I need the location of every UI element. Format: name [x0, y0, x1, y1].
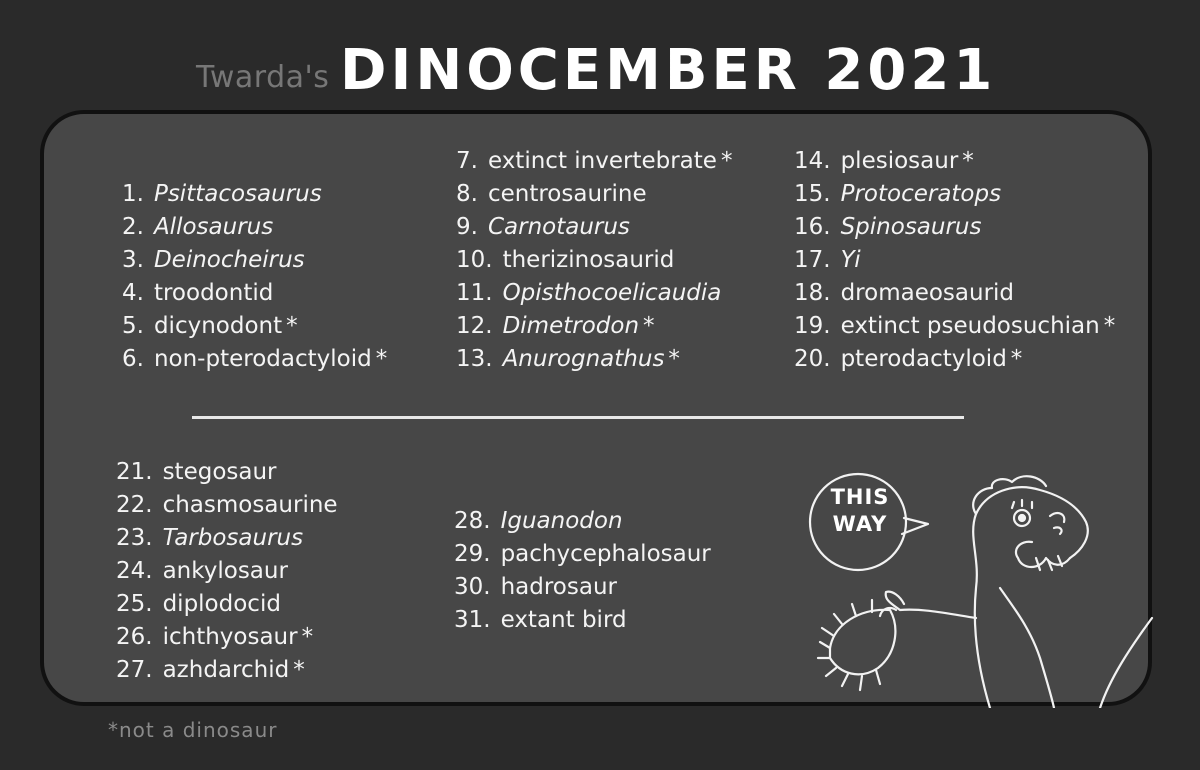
prompt-text: non-pterodactyloid: [153, 346, 372, 372]
prompt-item: [456, 310, 732, 343]
section-divider: [192, 416, 964, 419]
not-dinosaur-marker: *: [301, 624, 314, 650]
prompt-number: 22.: [116, 492, 153, 518]
prompt-number: 26.: [116, 624, 153, 650]
prompt-item: [456, 343, 732, 376]
not-dinosaur-marker: *: [668, 346, 680, 372]
prompt-text: pachycephalosaur: [500, 541, 711, 567]
prompt-text: Allosaurus: [153, 214, 274, 240]
prompt-item: [122, 244, 387, 277]
prompt-number: 12.: [456, 313, 493, 339]
prompt-item: [122, 178, 387, 211]
prompt-text: chasmosaurine: [162, 492, 338, 518]
prompt-number: 16.: [794, 214, 831, 240]
prompt-column-2: [456, 145, 732, 376]
prompt-number: 4.: [122, 280, 144, 306]
prompt-item: [456, 178, 732, 211]
prompt-item: [116, 456, 338, 489]
prompt-text: Yi: [840, 247, 861, 273]
prompt-number: 20.: [794, 346, 831, 372]
prompt-item: [454, 505, 711, 538]
prompt-text: plesiosaur: [840, 148, 959, 174]
prompt-text: Opisthocoelicaudia: [502, 280, 722, 306]
prompt-item: [454, 604, 711, 637]
prompt-number: 27.: [116, 657, 153, 683]
prompt-text: pterodactyloid: [840, 346, 1007, 372]
prompt-number: 5.: [122, 313, 144, 339]
prompt-number: 1.: [122, 181, 144, 207]
prompt-item: [454, 571, 711, 604]
prompt-text: hadrosaur: [500, 574, 617, 600]
speech-line: THIS: [830, 485, 890, 509]
prompt-column-3: [794, 145, 1115, 376]
prompt-item: [116, 522, 338, 555]
prompt-item: [794, 310, 1115, 343]
not-dinosaur-marker: *: [293, 657, 305, 683]
prompt-number: 28.: [454, 508, 491, 534]
prompt-item: [116, 555, 338, 588]
prompt-text: dromaeosaurid: [840, 280, 1015, 306]
prompt-text: Protoceratops: [840, 181, 1002, 207]
prompt-text: Tarbosaurus: [162, 525, 304, 551]
not-dinosaur-marker: *: [1103, 313, 1116, 339]
header: [0, 38, 1200, 108]
prompt-column-5: [454, 505, 711, 637]
prompt-column-4: [116, 456, 338, 687]
prompt-text: diplodocid: [162, 591, 281, 617]
prompt-text: ankylosaur: [162, 558, 288, 584]
prompt-number: 31.: [454, 607, 491, 633]
prompt-column-1: [122, 178, 387, 376]
prompt-item: [456, 145, 732, 178]
prompt-text: azhdarchid: [162, 657, 290, 683]
speech-bubble-text: [820, 484, 900, 538]
prompt-item: [116, 489, 338, 522]
prompt-item: [794, 277, 1115, 310]
prompt-item: [794, 343, 1115, 376]
not-dinosaur-marker: *: [286, 313, 298, 339]
author-name: Twarda's: [196, 60, 330, 95]
prompt-number: 8.: [456, 181, 478, 207]
footnote: *not a dinosaur: [108, 718, 278, 742]
prompt-number: 17.: [794, 247, 831, 273]
prompt-number: 11.: [456, 280, 493, 306]
not-dinosaur-marker: *: [375, 346, 388, 372]
prompt-text: Spinosaurus: [840, 214, 982, 240]
prompt-number: 18.: [794, 280, 831, 306]
prompt-number: 23.: [116, 525, 153, 551]
prompt-number: 30.: [454, 574, 491, 600]
dinosaur-body: [1000, 588, 1054, 708]
prompt-item: [116, 588, 338, 621]
prompt-item: [454, 538, 711, 571]
prompt-item: [122, 211, 387, 244]
not-dinosaur-marker: *: [643, 313, 655, 339]
prompt-text: extinct invertebrate: [487, 148, 717, 174]
speech-line: WAY: [832, 512, 888, 536]
prompt-text: Psittacosaurus: [153, 181, 322, 207]
prompt-number: 9.: [456, 214, 478, 240]
prompt-number: 3.: [122, 247, 144, 273]
prompt-item: [122, 277, 387, 310]
prompt-item: [794, 178, 1115, 211]
prompt-number: 7.: [456, 148, 478, 174]
prompt-item: [456, 211, 732, 244]
prompt-text: Anurognathus: [502, 346, 665, 372]
prompt-item: [122, 343, 387, 376]
prompt-number: 21.: [116, 459, 153, 485]
dinosaur-arm: [886, 592, 976, 618]
prompt-number: 24.: [116, 558, 153, 584]
not-dinosaur-marker: *: [720, 148, 733, 174]
not-dinosaur-marker: *: [1010, 346, 1023, 372]
prompt-item: [794, 244, 1115, 277]
prompt-item: [122, 310, 387, 343]
prompt-number: 6.: [122, 346, 144, 372]
prompt-number: 2.: [122, 214, 144, 240]
prompt-text: stegosaur: [162, 459, 277, 485]
prompt-text: troodontid: [153, 280, 274, 306]
prompt-item: [794, 211, 1115, 244]
prompt-item: [794, 145, 1115, 178]
prompt-number: 19.: [794, 313, 831, 339]
prompt-text: dicynodont: [153, 313, 283, 339]
prompt-text: Deinocheirus: [153, 247, 305, 273]
not-dinosaur-marker: *: [962, 148, 974, 174]
prompt-number: 15.: [794, 181, 831, 207]
prompt-number: 29.: [454, 541, 491, 567]
prompt-text: Dimetrodon: [502, 313, 640, 339]
prompt-item: [116, 654, 338, 687]
prompt-item: [116, 621, 338, 654]
prompt-text: extant bird: [500, 607, 627, 633]
prompt-text: extinct pseudosuchian: [840, 313, 1100, 339]
prompt-number: 25.: [116, 591, 153, 617]
prompt-text: therizinosaurid: [502, 247, 675, 273]
prompt-item: [456, 277, 732, 310]
prompt-text: ichthyosaur: [162, 624, 298, 650]
prompt-item: [456, 244, 732, 277]
prompt-text: centrosaurine: [487, 181, 647, 207]
prompt-number: 13.: [456, 346, 493, 372]
prompt-text: Iguanodon: [500, 508, 623, 534]
prompt-number: 14.: [794, 148, 831, 174]
prompt-number: 10.: [456, 247, 493, 273]
prompt-text: Carnotaurus: [487, 214, 630, 240]
page-title: DINOCEMBER 2021: [340, 38, 997, 103]
